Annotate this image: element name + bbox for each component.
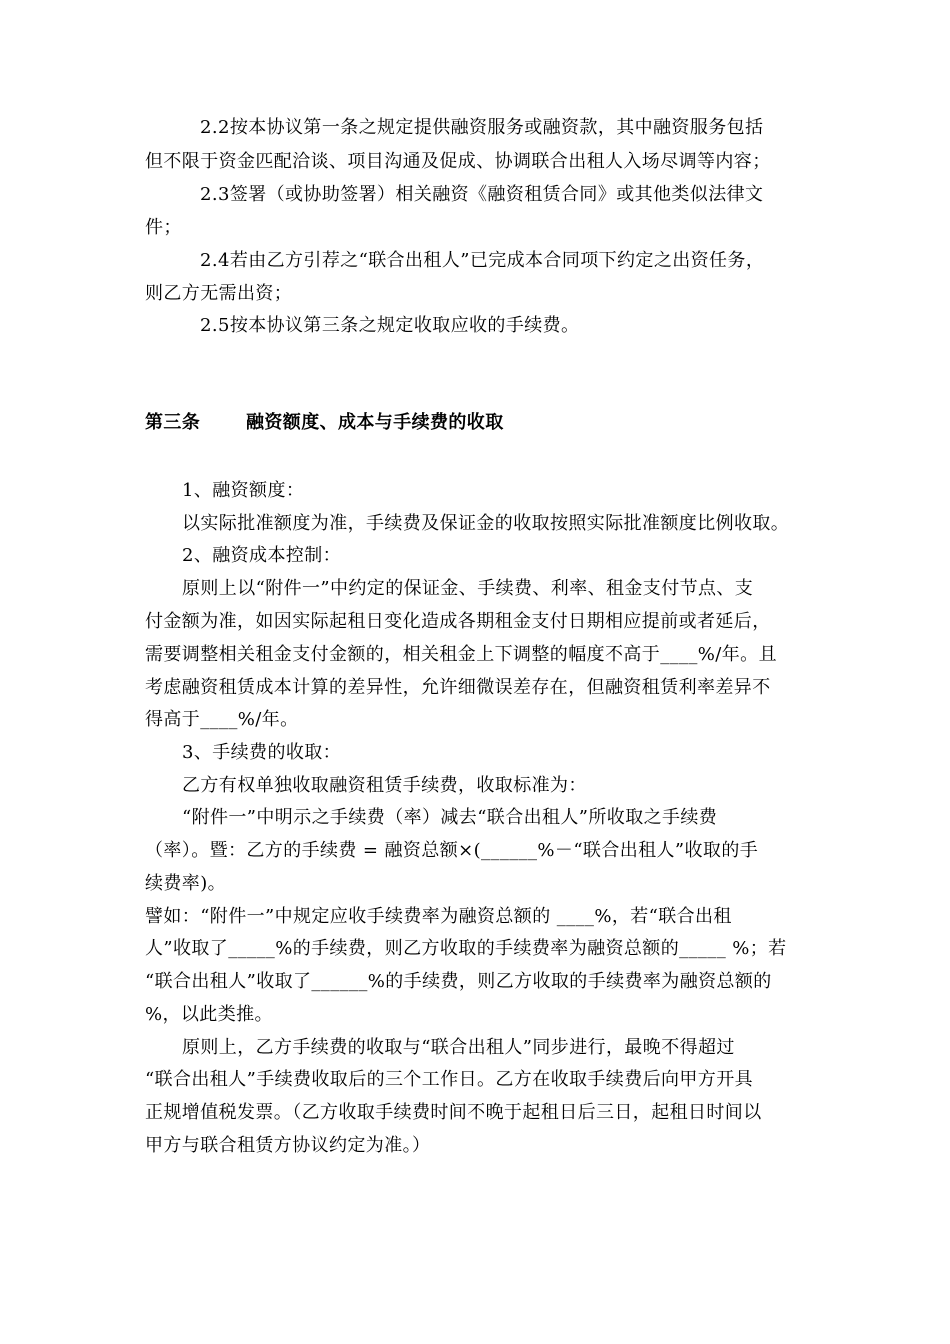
clause-2-4-line-1: 2.4若由乙方引荐之“联合出租人”已完成本合同项下约定之出资任务， — [200, 250, 765, 271]
sub-2-line: 考虑融资租赁成本计算的差异性，允许细微误差存在，但融资租赁利率差异不 — [145, 677, 771, 698]
clause-2-4-line-2: 则乙方无需出资； — [145, 283, 293, 304]
example-line: 譬如：“附件一”中规定应收手续费率为融资总额的 ____%，若“联合出租 — [145, 906, 732, 927]
sub-2-line: 付金额为准，如因实际起租日变化造成各期租金支付日期相应提前或者延后， — [145, 611, 771, 632]
clause-2-3-line-1: 2.3签署（或协助签署）相关融资《融资租赁合同》或其他类似法律文 — [200, 184, 764, 205]
sub-2-line: 原则上以“附件一”中约定的保证金、手续费、利率、租金支付节点、支 — [182, 578, 754, 599]
example-line: “联合出租人”收取了______%的手续费，则乙方收取的手续费率为融资总额的 — [145, 971, 772, 992]
clause-2-2-line-2: 但不限于资金匹配洽谈、项目沟通及促成、协调联合出租人入场尽调等内容； — [145, 151, 771, 172]
section-3-title: 融资额度、成本与手续费的收取 — [246, 412, 504, 433]
formula-line: 续费率)。 — [145, 873, 227, 894]
sub-3-title: 3、手续费的收取： — [182, 742, 342, 763]
section-3-number: 第三条 — [145, 412, 201, 433]
example-line: %，以此类推。 — [145, 1004, 273, 1025]
clause-2-3-line-2: 件； — [145, 217, 182, 238]
clause-2-5-line-1: 2.5按本协议第三条之规定收取应收的手续费。 — [200, 315, 580, 336]
principle-line: 原则上，乙方手续费的收取与“联合出租人”同步进行，最晚不得超过 — [182, 1037, 735, 1058]
sub-2-title: 2、融资成本控制： — [182, 545, 342, 566]
clause-2-2-line-1: 2.2按本协议第一条之规定提供融资服务或融资款，其中融资服务包括 — [200, 117, 764, 138]
principle-line: “联合出租人”手续费收取后的三个工作日。乙方在收取手续费后向甲方开具 — [145, 1069, 754, 1090]
example-line: 人”收取了_____%的手续费，则乙方收取的手续费率为融资总额的_____ %；若 — [145, 938, 787, 959]
sub-3-intro: 乙方有权单独收取融资租赁手续费，收取标准为： — [182, 775, 587, 796]
principle-line: 甲方与联合租赁方协议约定为准。） — [145, 1135, 431, 1156]
sub-1-body: 以实际批准额度为准，手续费及保证金的收取按照实际批准额度比例收取。 — [182, 513, 790, 534]
formula-line: （率）。暨：乙方的手续费 = 融资总额×(______%－“联合出租人”收取的手 — [145, 840, 759, 861]
sub-1-title: 1、融资额度： — [182, 480, 305, 501]
principle-line: 正规增值税发票。（乙方收取手续费时间不晚于起租日后三日，起租日时间以 — [145, 1102, 762, 1123]
sub-2-line: 得高于____%/年。 — [145, 709, 299, 730]
sub-2-line: 需要调整相关租金支付金额的，相关租金上下调整的幅度不高于____%/年。且 — [145, 644, 777, 665]
formula-line: “附件一”中明示之手续费（率）减去“联合出租人”所收取之手续费 — [182, 807, 718, 828]
